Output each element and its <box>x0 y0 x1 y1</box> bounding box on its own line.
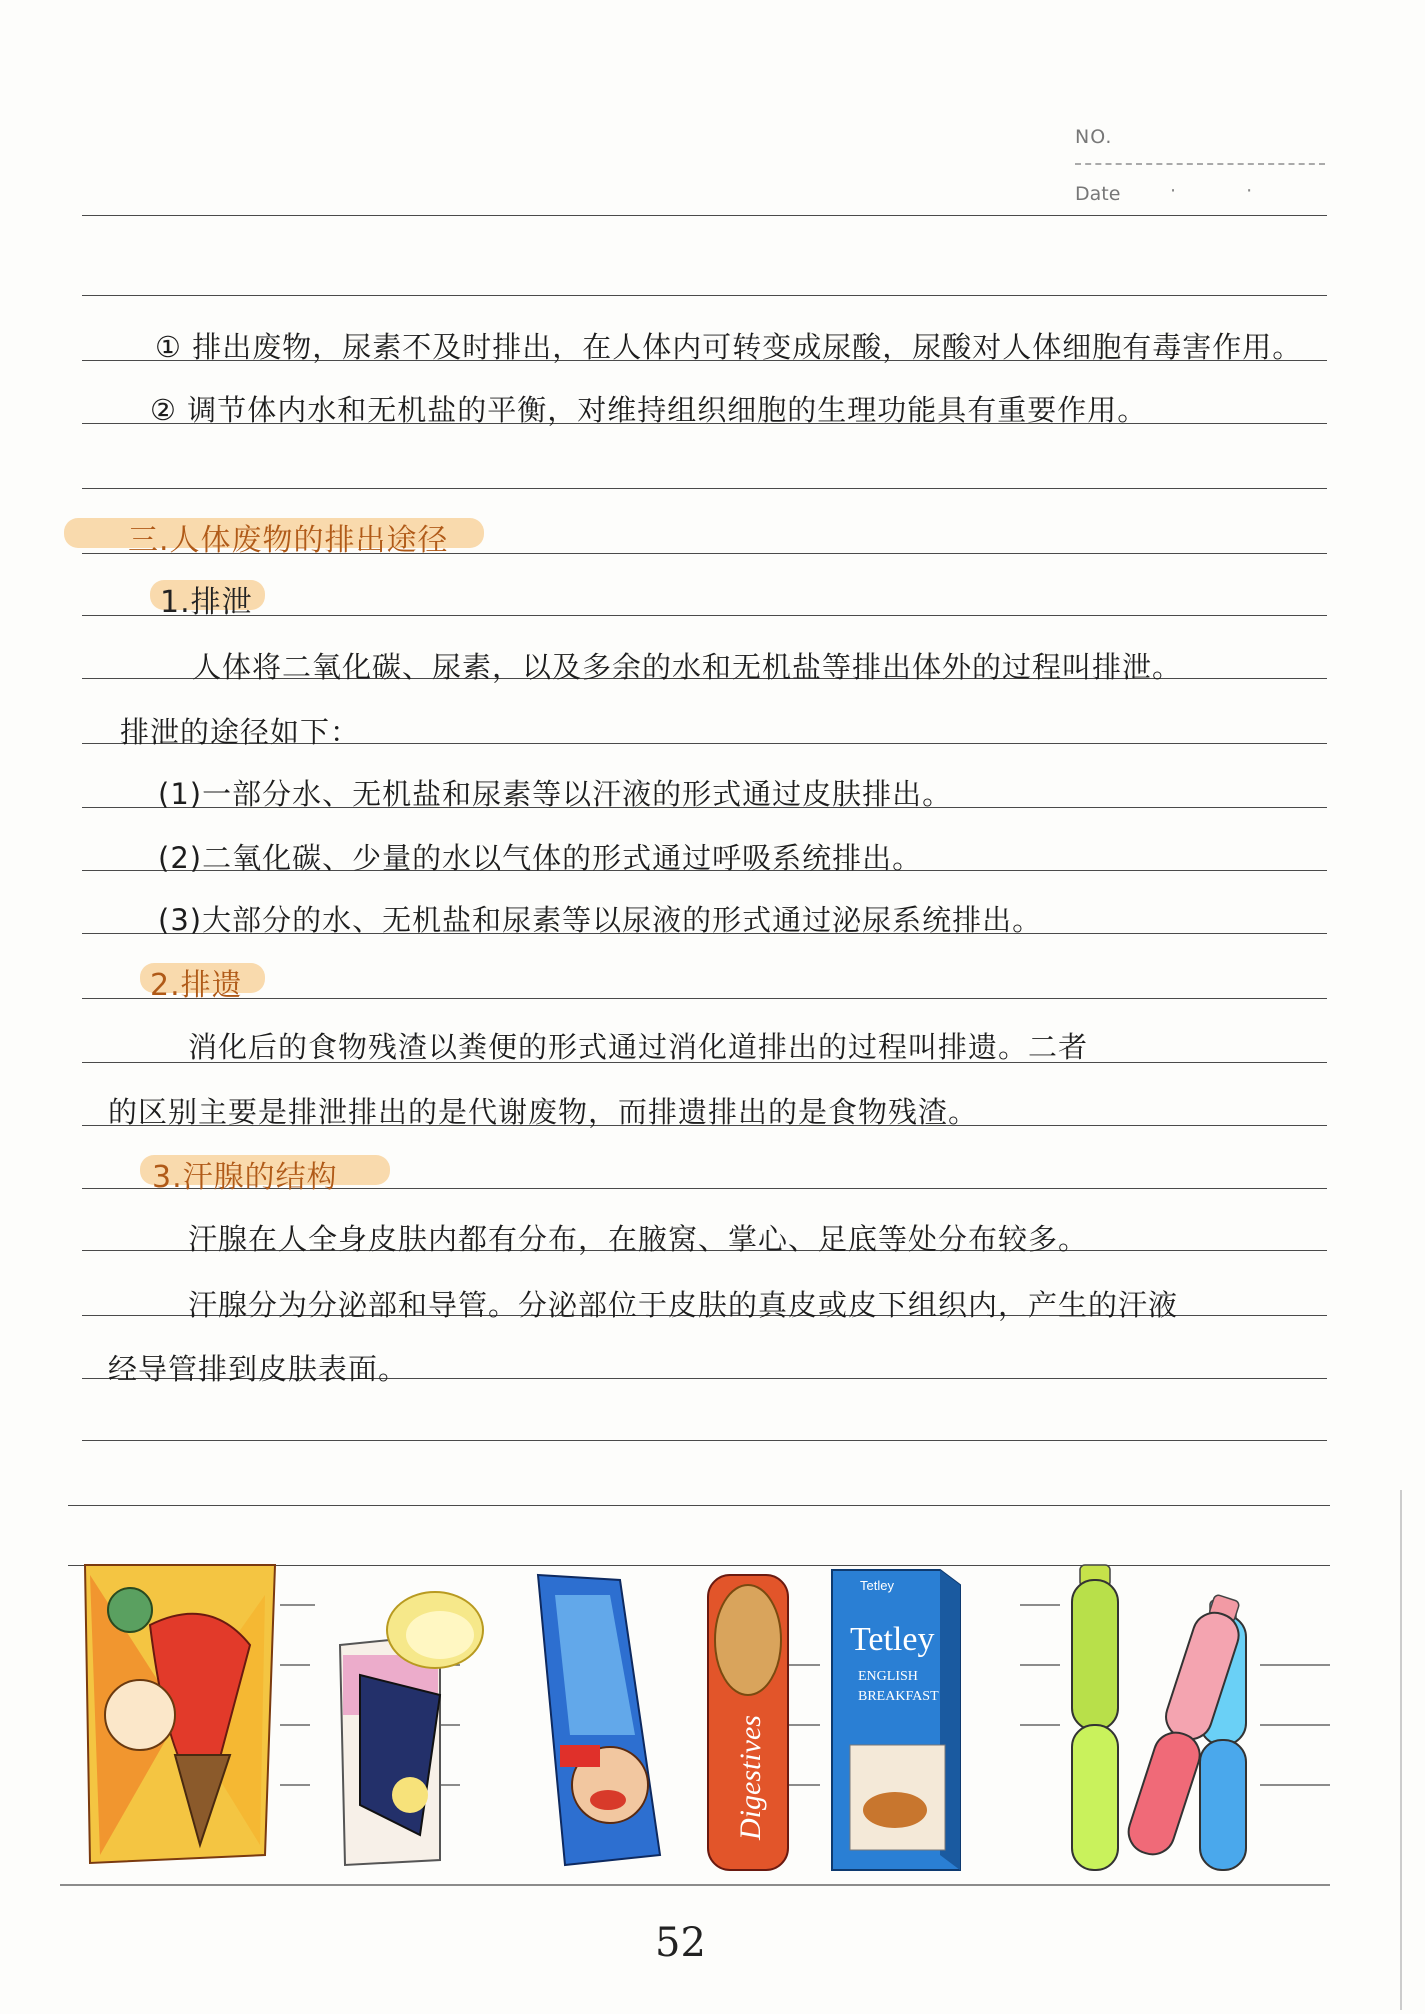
date-label: Date <box>1075 183 1121 205</box>
tetley-breakfast-label: BREAKFAST <box>858 1689 939 1704</box>
candy-box-drawing <box>340 1592 483 1865</box>
sub1-item-1: (1)一部分水、无机盐和尿素等以汗液的形式通过皮肤排出。 <box>158 777 953 811</box>
no-dash-line <box>1075 163 1325 165</box>
sub3-paragraph-3: 经导管排到皮肤表面。 <box>108 1352 409 1386</box>
sub1-title: 1.排泄 <box>160 585 253 620</box>
sub3-title: 3.汗腺的结构 <box>152 1160 338 1195</box>
page-edge <box>1400 1490 1402 2010</box>
body-line-1: ① 排出废物，尿素不及时排出，在人体内可转变成尿酸，尿酸对人体细胞有毒害作用。 <box>155 330 1303 364</box>
sub2-paragraph-2: 的区别主要是排泄排出的是代谢废物，而排遗排出的是食物残渣。 <box>108 1095 979 1129</box>
sub3-paragraph-1: 汗腺在人全身皮肤内都有分布，在腋窝、掌心、足底等处分布较多。 <box>188 1222 1089 1256</box>
tetley-brand-label: Tetley <box>850 1621 935 1658</box>
snack-illustrations <box>60 1555 1370 1895</box>
tube-ice-pops-drawing <box>1072 1565 1250 1870</box>
tetley-top-label: Tetley <box>860 1578 894 1593</box>
sub1-paragraph-2: 排泄的途径如下： <box>120 715 361 749</box>
ice-pop-drawing <box>538 1575 660 1865</box>
date-dots: · · <box>1170 180 1285 202</box>
sub1-item-3: (3)大部分的水、无机盐和尿素等以尿液的形式通过泌尿系统排出。 <box>158 903 1043 937</box>
sub1-paragraph-1: 人体将二氧化碳、尿素，以及多余的水和无机盐等排出体外的过程叫排泄。 <box>192 650 1183 684</box>
sub3-paragraph-2: 汗腺分为分泌部和导管。分泌部位于皮肤的真皮或皮下组织内，产生的汗液 <box>188 1288 1179 1322</box>
chips-bag-drawing <box>85 1565 275 1863</box>
sub2-paragraph-1: 消化后的食物残渣以粪便的形式通过消化道排出的过程叫排遗。二者 <box>188 1030 1089 1064</box>
section-title: 三.人体废物的排出途径 <box>128 523 449 558</box>
digestives-label: Digestives <box>734 1715 767 1840</box>
sub2-title: 2.排遗 <box>150 968 243 1003</box>
tetley-tea-box-drawing <box>832 1570 960 1870</box>
digestives-pack-drawing <box>708 1575 788 1870</box>
no-label: NO. <box>1075 126 1113 148</box>
tetley-english-label: ENGLISH <box>858 1669 918 1684</box>
page-number: 52 <box>655 1920 706 1966</box>
body-line-2: ② 调节体内水和无机盐的平衡，对维持组织细胞的生理功能具有重要作用。 <box>150 393 1148 427</box>
sub1-item-2: (2)二氧化碳、少量的水以气体的形式通过呼吸系统排出。 <box>158 841 923 875</box>
